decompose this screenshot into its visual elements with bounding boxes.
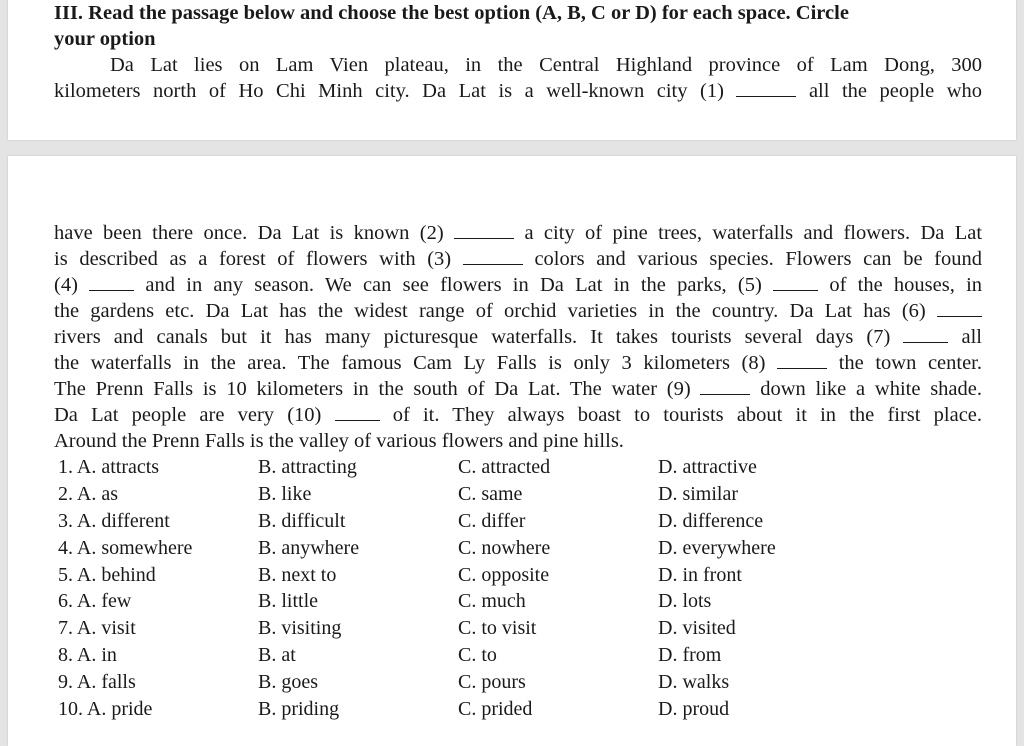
passage-line bbox=[54, 350, 982, 376]
option-c: C. to visit bbox=[458, 617, 537, 640]
passage-line bbox=[54, 220, 982, 246]
option-a: 6. A. few bbox=[58, 590, 132, 613]
option-a: 9. A. falls bbox=[58, 671, 136, 694]
passage-line-top-1: Da Lat lies on Lam Vien plateau, in the Central Highland province of Lam Dong, 300 bbox=[110, 54, 982, 76]
answer-blank-5 bbox=[773, 276, 818, 291]
answer-blank-3 bbox=[463, 250, 523, 265]
option-d: D. lots bbox=[658, 590, 712, 613]
option-d: D. from bbox=[658, 644, 722, 667]
passage-text: have been there once. Da Lat is known (2) bbox=[54, 222, 444, 244]
option-b: B. anywhere bbox=[258, 536, 360, 559]
option-d: D. proud bbox=[658, 697, 730, 720]
option-row bbox=[58, 562, 958, 589]
passage-line-last: Around the Prenn Falls is the valley of various flowers and pine hills. bbox=[54, 430, 624, 452]
answer-options-table bbox=[58, 454, 958, 723]
passage-line bbox=[54, 376, 982, 402]
passage-text: and in any season. We can see flowers in Da Lat in the parks, (5) bbox=[145, 274, 762, 296]
option-c: C. opposite bbox=[458, 563, 550, 586]
option-b: B. attracting bbox=[258, 455, 357, 478]
option-d: D. difference bbox=[658, 509, 764, 532]
option-c: C. differ bbox=[458, 509, 526, 532]
option-b: B. at bbox=[258, 644, 296, 667]
passage-text: the gardens etc. Da Lat has the widest range of orchid varieties in the country. Da Lat has (6) bbox=[54, 300, 926, 322]
passage-text: (4) bbox=[54, 274, 78, 296]
option-row bbox=[58, 508, 958, 535]
option-c: C. much bbox=[458, 590, 526, 613]
passage-text: is described as a forest of flowers with (3) bbox=[54, 248, 452, 270]
answer-blank-4 bbox=[89, 276, 134, 291]
bottom-page-card bbox=[8, 156, 1016, 746]
passage-text: the waterfalls in the area. The famous Cam Ly Falls is only 3 kilometers (8) bbox=[54, 352, 766, 374]
option-d: D. similar bbox=[658, 482, 738, 505]
section-heading-line-1: III. Read the passage below and choose the best option (A, B, C or D) for each space. Circle bbox=[54, 2, 849, 24]
option-c: C. same bbox=[458, 482, 523, 505]
option-b: B. like bbox=[258, 482, 312, 505]
answer-blank-9 bbox=[700, 380, 750, 395]
answer-blank-8 bbox=[777, 354, 827, 369]
passage-text: rivers and canals but it has many picturesque waterfalls. It takes tourists several days (7) bbox=[54, 326, 891, 348]
passage-line bbox=[54, 272, 982, 298]
option-row bbox=[58, 481, 958, 508]
passage-text: colors and various species. Flowers can be found bbox=[534, 248, 983, 270]
option-a: 10. A. pride bbox=[58, 697, 153, 720]
option-row bbox=[58, 535, 958, 562]
option-row bbox=[58, 454, 958, 481]
option-row bbox=[58, 615, 958, 642]
option-a: 7. A. visit bbox=[58, 617, 136, 640]
option-c: C. attracted bbox=[458, 455, 551, 478]
passage-line bbox=[54, 246, 982, 272]
option-row bbox=[58, 642, 958, 669]
passage-text: Da Lat people are very (10) bbox=[54, 404, 322, 426]
passage-text: The Prenn Falls is 10 kilometers in the south of Da Lat. The water (9) bbox=[54, 378, 691, 400]
option-row bbox=[58, 696, 958, 723]
option-row bbox=[58, 669, 958, 696]
option-row bbox=[58, 588, 958, 615]
passage-text: all the people who bbox=[808, 80, 983, 102]
passage-text: kilometers north of Ho Chi Minh city. Da Lat is a well-known city (1) bbox=[54, 80, 724, 102]
option-a: 3. A. different bbox=[58, 509, 170, 532]
passage-text: a city of pine trees, waterfalls and flowers. Da Lat bbox=[524, 222, 983, 244]
option-c: C. prided bbox=[458, 697, 533, 720]
passage-line-top-2 bbox=[54, 78, 982, 104]
top-page-card bbox=[8, 0, 1016, 140]
passage-line bbox=[54, 298, 982, 324]
option-a: 1. A. attracts bbox=[58, 455, 160, 478]
option-c: C. pours bbox=[458, 671, 526, 694]
option-d: D. walks bbox=[658, 671, 730, 694]
answer-blank-2 bbox=[454, 224, 514, 239]
option-b: B. visiting bbox=[258, 617, 342, 640]
option-b: B. difficult bbox=[258, 509, 346, 532]
option-c: C. to bbox=[458, 644, 497, 667]
option-d: D. everywhere bbox=[658, 536, 776, 559]
passage-text: of the houses, in bbox=[829, 274, 983, 296]
option-d: D. visited bbox=[658, 617, 736, 640]
option-b: B. little bbox=[258, 590, 318, 613]
answer-blank-7 bbox=[903, 328, 948, 343]
passage-line bbox=[54, 324, 982, 350]
section-heading-line-2: your option bbox=[54, 28, 156, 50]
passage-text: the town center. bbox=[838, 352, 983, 374]
option-c: C. nowhere bbox=[458, 536, 551, 559]
option-d: D. attractive bbox=[658, 455, 757, 478]
answer-blank-6 bbox=[937, 302, 982, 317]
option-b: B. priding bbox=[258, 697, 340, 720]
passage-line bbox=[54, 402, 982, 428]
passage-text: of it. They always boast to tourists about it in the first place. bbox=[392, 404, 983, 426]
option-a: 5. A. behind bbox=[58, 563, 156, 586]
passage-text: down like a white shade. bbox=[760, 378, 982, 400]
option-b: B. goes bbox=[258, 671, 318, 694]
option-a: 8. A. in bbox=[58, 644, 117, 667]
answer-blank-1 bbox=[736, 82, 796, 97]
answer-blank-10 bbox=[335, 406, 380, 421]
option-a: 2. A. as bbox=[58, 482, 118, 505]
option-a: 4. A. somewhere bbox=[58, 536, 193, 559]
option-b: B. next to bbox=[258, 563, 337, 586]
option-d: D. in front bbox=[658, 563, 742, 586]
passage-text: all bbox=[961, 326, 983, 348]
